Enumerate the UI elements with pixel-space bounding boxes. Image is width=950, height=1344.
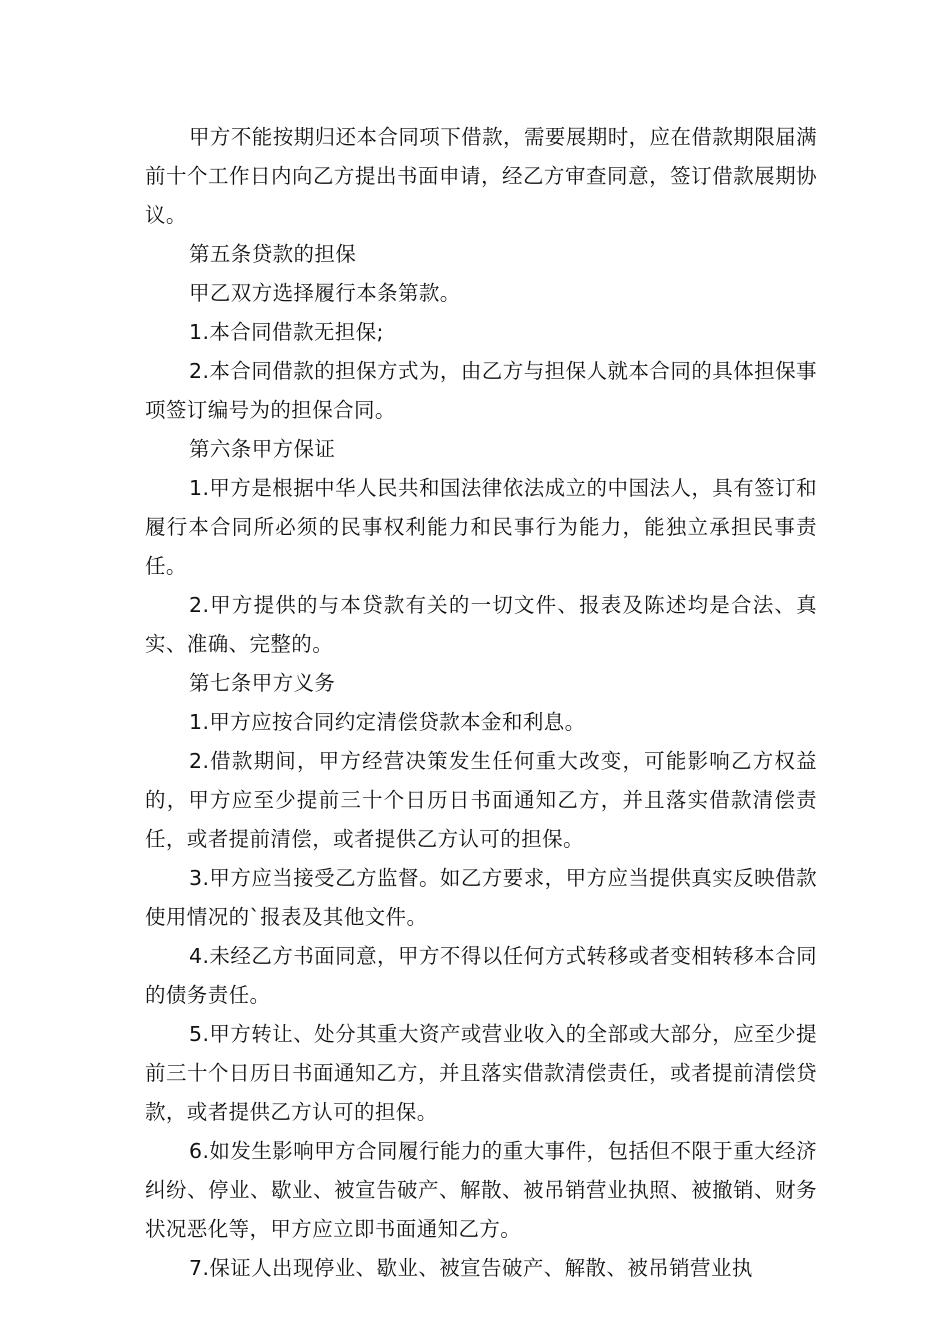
paragraph-legal-entity: 1.甲方是根据中华人民共和国法律依法成立的中国法人，具有签订和履行本合同所必须的民事权利能力和民事行为能力，能独立承担民事责任。 [145, 476, 817, 578]
paragraph-debt-transfer: 4.未经乙方书面同意，甲方不得以任何方式转移或者变相转移本合同的债务责任。 [145, 944, 817, 1007]
paragraph-extension-request: 甲方不能按期归还本合同项下借款，需要展期时，应在借款期限届满前十个工作日内向乙方提出书面申请，经乙方审查同意，签订借款展期协议。 [145, 125, 817, 227]
paragraph-major-change: 2.借款期间，甲方经营决策发生任何重大改变，可能影响乙方权益的，甲方应至少提前三十个日历日书面通知乙方，并且落实借款清偿责任，或者提前清偿，或者提供乙方认可的担保。 [145, 749, 817, 851]
paragraph-supervision: 3.甲方应当接受乙方监督。如乙方要求，甲方应当提供真实反映借款使用情况的`报表及其他文件。 [145, 866, 817, 929]
heading-article-6-warranty: 第六条甲方保证 [189, 437, 336, 461]
paragraph-guarantee-option: 甲乙双方选择履行本条第款。 [189, 281, 461, 305]
paragraph-asset-transfer: 5.甲方转让、处分其重大资产或营业收入的全部或大部分，应至少提前三十个日历日书面通知乙方，并且落实借款清偿责任，或者提前清偿贷款，或者提供乙方认可的担保。 [145, 1022, 817, 1124]
paragraph-documents-true: 2.甲方提供的与本贷款有关的一切文件、报表及陈述均是合法、真实、准确、完整的。 [145, 593, 817, 656]
paragraph-repay-principal: 1.甲方应按合同约定清偿贷款本金和利息。 [189, 710, 586, 734]
paragraph-guarantor-events: 7.保证人出现停业、歇业、被宣告破产、解散、被吊销营业执 [189, 1256, 753, 1280]
heading-article-5-guarantee: 第五条贷款的担保 [189, 242, 357, 266]
document-body [145, 118, 817, 1288]
paragraph-major-events: 6.如发生影响甲方合同履行能力的重大事件，包括但不限于重大经济纠纷、停业、歇业、被宣告破产、解散、被吊销营业执照、被撤销、财务状况恶化等，甲方应立即书面通知乙方。 [145, 1139, 817, 1241]
heading-article-7-obligations: 第七条甲方义务 [189, 671, 336, 695]
paragraph-no-guarantee: 1.本合同借款无担保; [189, 320, 384, 344]
paragraph-guarantee-contract: 2.本合同借款的担保方式为，由乙方与担保人就本合同的具体担保事项签订编号为的担保合同。 [145, 359, 817, 422]
